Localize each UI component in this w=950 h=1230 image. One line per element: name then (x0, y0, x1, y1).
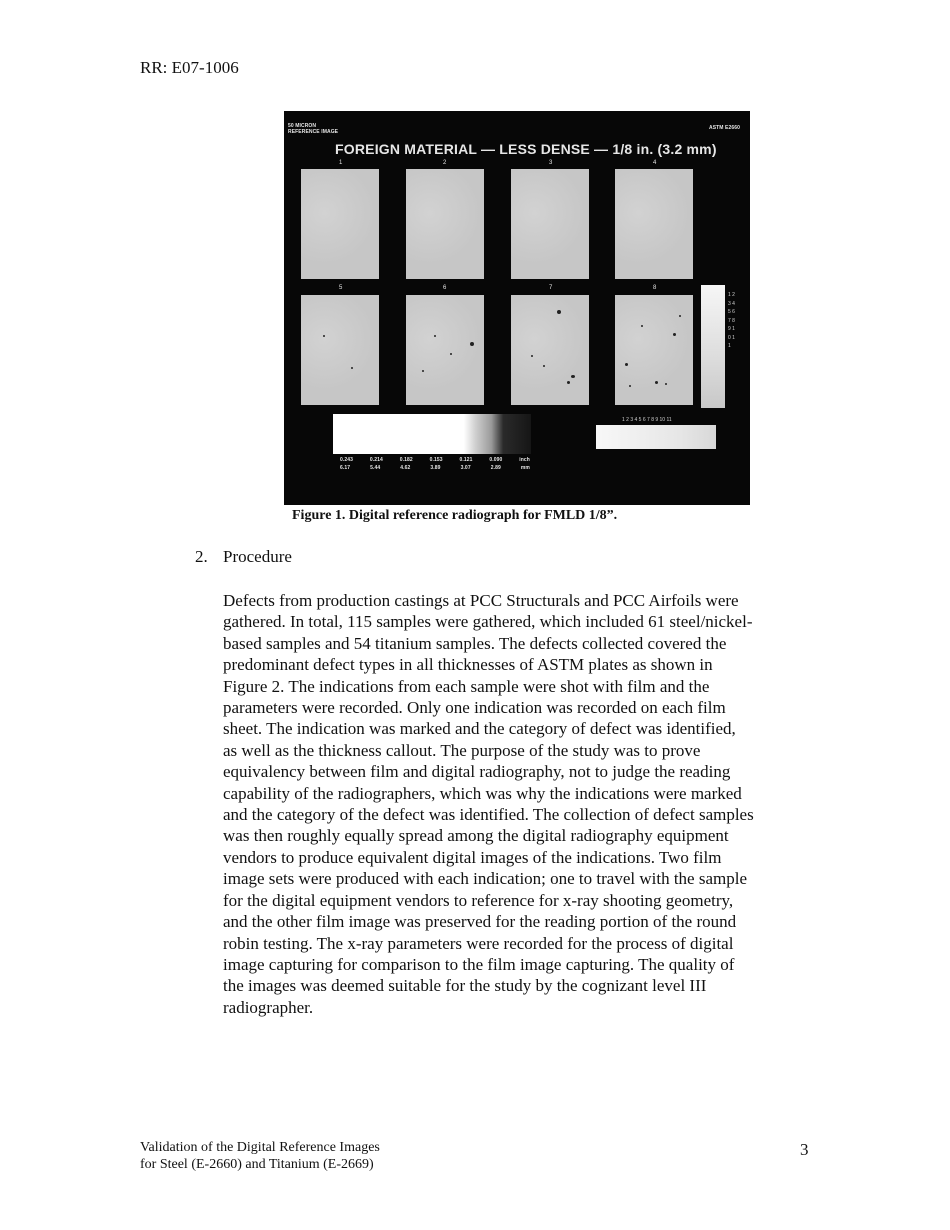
paragraph-line: capability of the radiographers, which was why the indications were marked (223, 783, 742, 803)
horizontal-iqi-strip (596, 425, 716, 449)
wedge-value: 4.62 (400, 465, 411, 471)
wedge-value: 0.182 (399, 457, 413, 463)
wedge-unit: mm (520, 465, 530, 471)
horizontal-iqi-digits: 1 2 3 4 5 6 7 8 9 10 11 (622, 417, 672, 423)
section-number: 2. (195, 547, 208, 566)
paragraph-line: as well as the thickness callout. The purpose of the study was to prove (223, 740, 701, 760)
wedge-unit: inch (519, 457, 530, 463)
figure-standard-label: ASTM E2660 (708, 125, 740, 131)
radiograph-plate (615, 169, 693, 279)
paragraph-line: Figure 2. The indications from each sample were shot with film and the (223, 676, 710, 696)
page-footer (140, 1139, 380, 1173)
wedge-value: 2.89 (490, 465, 501, 471)
figure-corner-line: REFERENCE IMAGE (288, 129, 339, 135)
wedge-value: 0.214 (369, 457, 383, 463)
wedge-value: 0.090 (489, 457, 503, 463)
plate-number: 4 (653, 160, 657, 166)
paragraph-line: radiographer. (223, 997, 314, 1017)
vertical-iqi-digits: 1 2 3 4 5 6 7 8 9 10 11 (728, 292, 735, 349)
wedge-value: 6.17 (340, 465, 351, 471)
figure-corner-label (288, 123, 338, 135)
radiograph-plate (301, 169, 379, 279)
figure-corner-line: 50 MICRON (288, 123, 317, 129)
footer-line: for Steel (E-2660) and Titanium (E-2669) (140, 1157, 374, 1172)
paragraph-line: image capturing for comparison to the film image capturing. The quality of (223, 954, 735, 974)
wedge-mm-values (340, 465, 530, 471)
footer-line: Validation of the Digital Reference Images (140, 1140, 380, 1155)
paragraph-line: and the other film image was preserved for the reading portion of the round (223, 912, 737, 932)
figure-title: FOREIGN MATERIAL — LESS DENSE — 1/8 in. (3.2 mm) (335, 141, 717, 157)
paragraph-line: and the category of the defect was identified. The collection of defect samples (223, 805, 754, 825)
paragraph-line: equivalency between film and digital radiography, not to judge the reading (223, 762, 731, 782)
paragraph-line: Defects from production castings at PCC Structurals and PCC Airfoils were (223, 591, 739, 610)
paragraph-line: image sets were produced with each indication; one to travel with the sample (223, 869, 747, 889)
reference-radiograph-figure (284, 111, 750, 505)
radiograph-plate (406, 169, 484, 279)
plate-number: 5 (339, 285, 343, 291)
plate-number: 2 (443, 160, 447, 166)
paragraph-line: vendors to produce equivalent digital images of the indications. Two film (223, 847, 722, 867)
plate-number: 7 (549, 285, 553, 291)
paragraph-line: based samples and 54 titanium samples. The defects collected covered the (223, 633, 727, 653)
paragraph-line: gathered. In total, 115 samples were gathered, which included 61 steel/nickel- (223, 612, 753, 632)
step-wedge (333, 414, 531, 454)
radiograph-plate (615, 295, 693, 405)
wedge-value: 0.243 (340, 457, 354, 463)
procedure-paragraph (223, 590, 823, 1018)
plate-number: 6 (443, 285, 447, 291)
plate-number: 1 (339, 160, 343, 166)
radiograph-plate (511, 295, 589, 405)
figure-caption: Figure 1. Digital reference radiograph for FMLD 1/8”. (292, 508, 618, 523)
paragraph-line: robin testing. The x-ray parameters were recorded for the process of digital (223, 933, 734, 953)
section-title: Procedure (223, 547, 292, 566)
page-number: 3 (800, 1140, 809, 1159)
paragraph-line: for the digital equipment vendors to reference for x-ray shooting geometry, (223, 890, 734, 910)
paragraph-line: was then roughly equally spread among the digital radiography equipment (223, 826, 729, 846)
page-header: RR: E07-1006 (140, 58, 239, 77)
paragraph-line: parameters were recorded. Only one indication was recorded on each film (223, 698, 726, 718)
wedge-value: 3.07 (460, 465, 471, 471)
plate-number: 3 (549, 160, 553, 166)
paragraph-line: predominant defect types in all thicknesses of ASTM plates as shown in (223, 655, 713, 675)
plate-number: 8 (653, 285, 657, 291)
paragraph-line: sheet. The indication was marked and the category of defect was identified, (223, 719, 736, 739)
wedge-inch-values (340, 457, 530, 463)
section-heading (195, 547, 292, 567)
wedge-value: 3.89 (430, 465, 441, 471)
wedge-value: 0.121 (459, 457, 473, 463)
wedge-value: 5.44 (370, 465, 381, 471)
radiograph-plate (406, 295, 484, 405)
vertical-iqi-strip (701, 285, 725, 408)
wedge-value: 0.153 (429, 457, 443, 463)
radiograph-plate (301, 295, 379, 405)
paragraph-line: the images was deemed suitable for the study by the cognizant level III (223, 976, 707, 996)
radiograph-plate (511, 169, 589, 279)
